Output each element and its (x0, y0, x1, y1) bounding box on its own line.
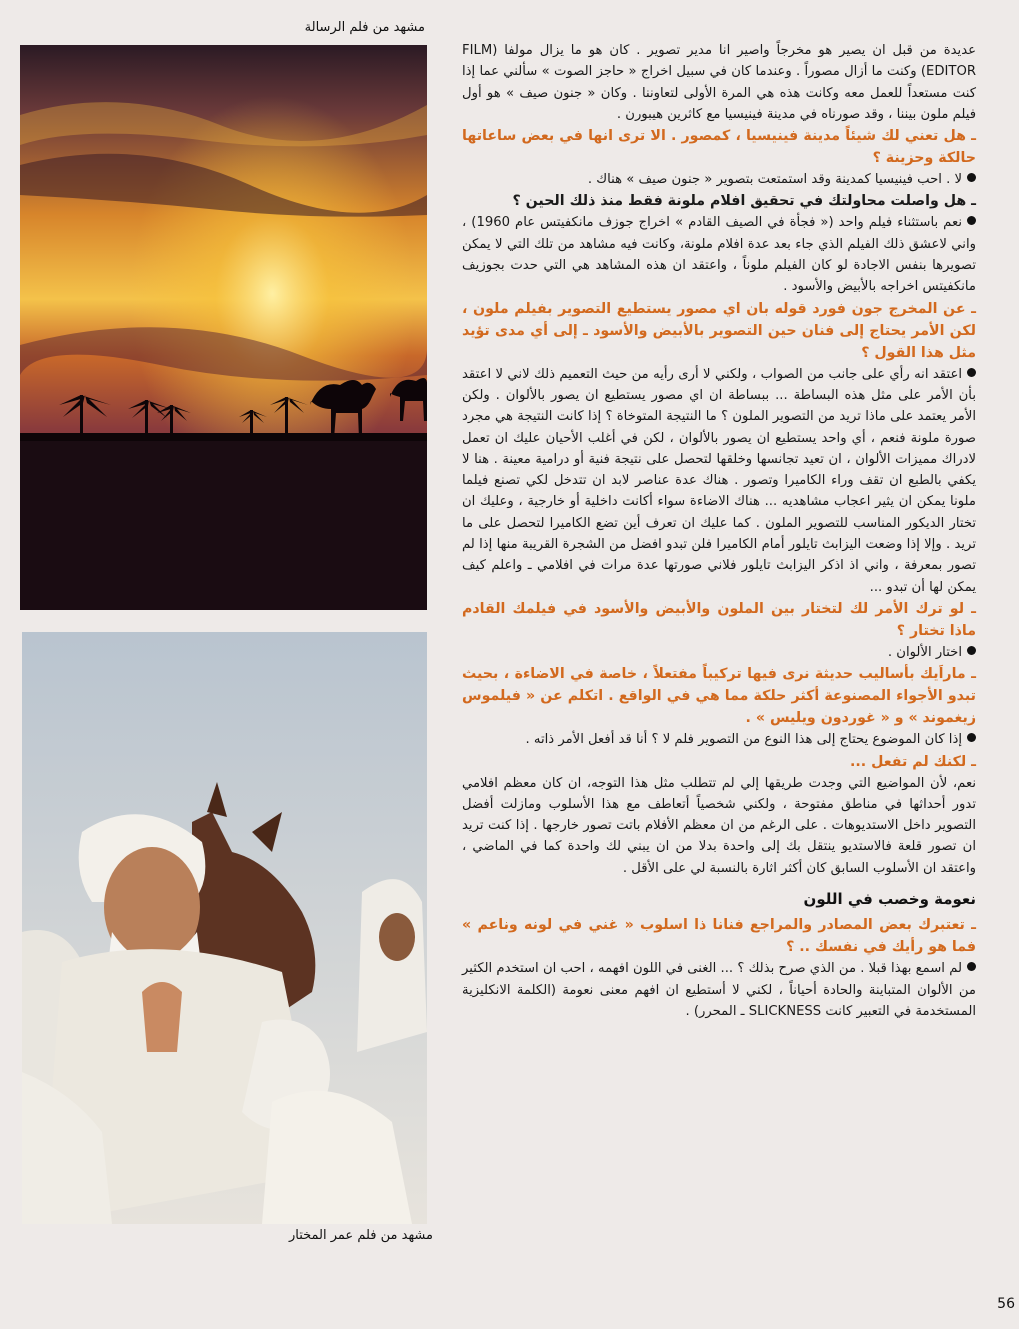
question-modern-styles: ـ ماراَيك بأساليب حديثة نرى فيها تركيباً مفتعلاً ، خاصة في الاضاءة ، بحيث تبدو الأجواء المصنوعة أكثر حلكة مما هي في الواقع . اتكلم عن « فيلموس زيغموند » و « غوردون ويليس » . (462, 666, 976, 727)
question-color-films: ـ هل واصلت محاولتك في تحقيق افلام ملونة فقط منذ ذلك الحين ؟ (512, 193, 976, 210)
bottom-photo-caption: مشهد من فلم عمر المختار (288, 1228, 433, 1243)
section-subheading: نعومة وخصب في اللون (803, 890, 976, 909)
question-venice: ـ هل تعني لك شيئاً مدينة فينيسيا ، كمصور . الا ترى انها في بعض ساعاتها حالكة وحزينة ؟ (462, 128, 976, 167)
page-number: 56 (997, 1296, 1015, 1312)
question-john-ford: ـ عن المخرج جون فورد قوله بان اي مصور يستطيع التصوير بفيلم ملون ، لكن الأمر يحتاج إلى فنان حين التصوير بالأبيض والأسود ـ إلى أي مدى تؤيد مثل هذا القول ؟ (462, 300, 976, 361)
answer-modern-styles: إذا كان الموضوع يحتاج إلى هذا النوع من التصوير فلم لا ؟ أنا قد أفعل الأمر ذاته . (462, 729, 976, 750)
question-style: ـ تعتبرك بعض المصادر والمراجع فنانا ذا اسلوب « غني في لونه وناعم » فما هو رأيك في نفسك .. ؟ (462, 917, 976, 956)
answer-style: لم اسمع بهذا قبلا . من الذي صرح بذلك ؟ ... الغنى في اللون افهمه ، احب ان استخدم الكثير من الألوان المتباينة والحادة أحياناً ، لكني لا أستطيع ان افهم معنى نعومة (الكلمة الانكليزية المستخدمة في التعبير كانت SLICKNESS ـ المحرر) . (462, 958, 976, 1022)
question-did-not: ـ لكنك لم تفعل ... (849, 753, 976, 770)
answer-did-not: نعم، لأن المواضيع التي وجدت طريقها إلي لم تتطلب مثل هذا التوجه، ان كان معظم افلامي تدور أحداثها في مناطق مفتوحة ، ولكني شخصياً أتعاطف مع هذا الأسلوب ومازلت أفضل التصوير داخل الاستديوهات . على الرغم من ان معظم الأفلام باتت تصور خارجها . إذا كنت تريد ان تصور قلعة فالاستديو ينتقل بك إلى واحدة بدلا من ان يبني لك واحدة كما في الماضي ، واعتقد ان الأسلوب السابق كان أكثر اثارة بالنسبة لي على الأقل . (462, 775, 976, 876)
answer-john-ford: اعتقد انه رأي على جانب من الصواب ، ولكني لا أرى رأيه من حيث التعميم ذلك لاني لا اعتقد بأن الأمر على مثل هذه البساطة ... ببساطة ان اي مصور يستطيع ان يصور بالألوان . ولكن الأمر يعتمد على ماذا تريد من التصوير الملون ؟ ما النتيجة المتوخاة ؟ إذا كانت النتيجة هي مجرد صورة ملونة فنعم ، أي واحد يستطيع ان يصور بالألوان ، لكن في أغلب الأحيان عليك ان تعمل لادراك مميزات الألوان ، ان تعيد تجانسها وخلقها لتحصل على نتيجة فنية أو درامية معينة . هنا لا يكفي بالطبع ان تقف وراء الكاميرا وتصور . هناك عدة عناصر لابد ان تتدخل لكي تصنع فيلما ملونا يمكن ان يثير اعجاب مشاهديه ... هناك الاضاءة سواء أكانت داخلية أو خارجية ، وعليك ان تختار الديكور المناسب للتصوير الملون . كما عليك ان تعرف أين تضع الكاميرا لتحصل على ما تريد . وإلا إذا وضعت اليزابث تايلور أمام الكاميرا فلن تبدو افضل من الشجرة القريبة منها إذا لم تصور بمعرفة ، واني اذ اذكر اليزابث تايلور فلاني صورتها عدة مرات في افلامي ـ واعلم كيف يمكن لها أن تبدو ... (462, 364, 976, 598)
article-column (462, 40, 976, 1022)
answer-next-film: اختار الألوان . (462, 642, 976, 663)
question-next-film: ـ لو ترك الأمر لك لتختار بين الملون والأبيض والأسود في فيلمك القادم ماذا تختار ؟ (462, 600, 976, 639)
omar-mukhtar-scene-photo (22, 632, 427, 1224)
top-photo-caption: مشهد من فلم الرسالة (304, 20, 425, 35)
answer-venice: لا . احب فينيسيا كمدينة وقد استمتعت بتصوير « جنون صيف » هناك . (462, 169, 976, 190)
desert-sunset-photo (20, 45, 427, 610)
intro-paragraph: عديدة من قبل ان يصير هو مخرجاً واصير انا مدير تصوير . كان هو ما يزال مولفا (FILM EDITOR) وكنت ما أزال مصوراً . وعندما كان في سبيل اخراج « حاجز الصوت » سألني عما إذا كنت مستعداً للعمل معه وكانت هذه هي المرة الأولى لتعاوننا . وكان « جنون صيف » هو أول فيلم ملون بيننا ، وقد صورناه في مدينة فينيسيا مع كاثرين هيبورن . (462, 43, 976, 122)
answer-color-films: نعم باستثناء فيلم واحد (« فجأة في الصيف القادم » اخراج جوزف مانكفيتس عام 1960) ، واني لاعشق ذلك الفيلم الذي جاء بعد عدة افلام ملونة، وكانت فيه مشاهد من تلك التي لا يمكن تصويرها بنفس الاجادة لو كان الفيلم ملوناً ، واعتقد ان هذه المشاهد هي التي حدت بجوزيف مانكفيتس اخراجه بالأبيض والأسود . (462, 212, 976, 297)
